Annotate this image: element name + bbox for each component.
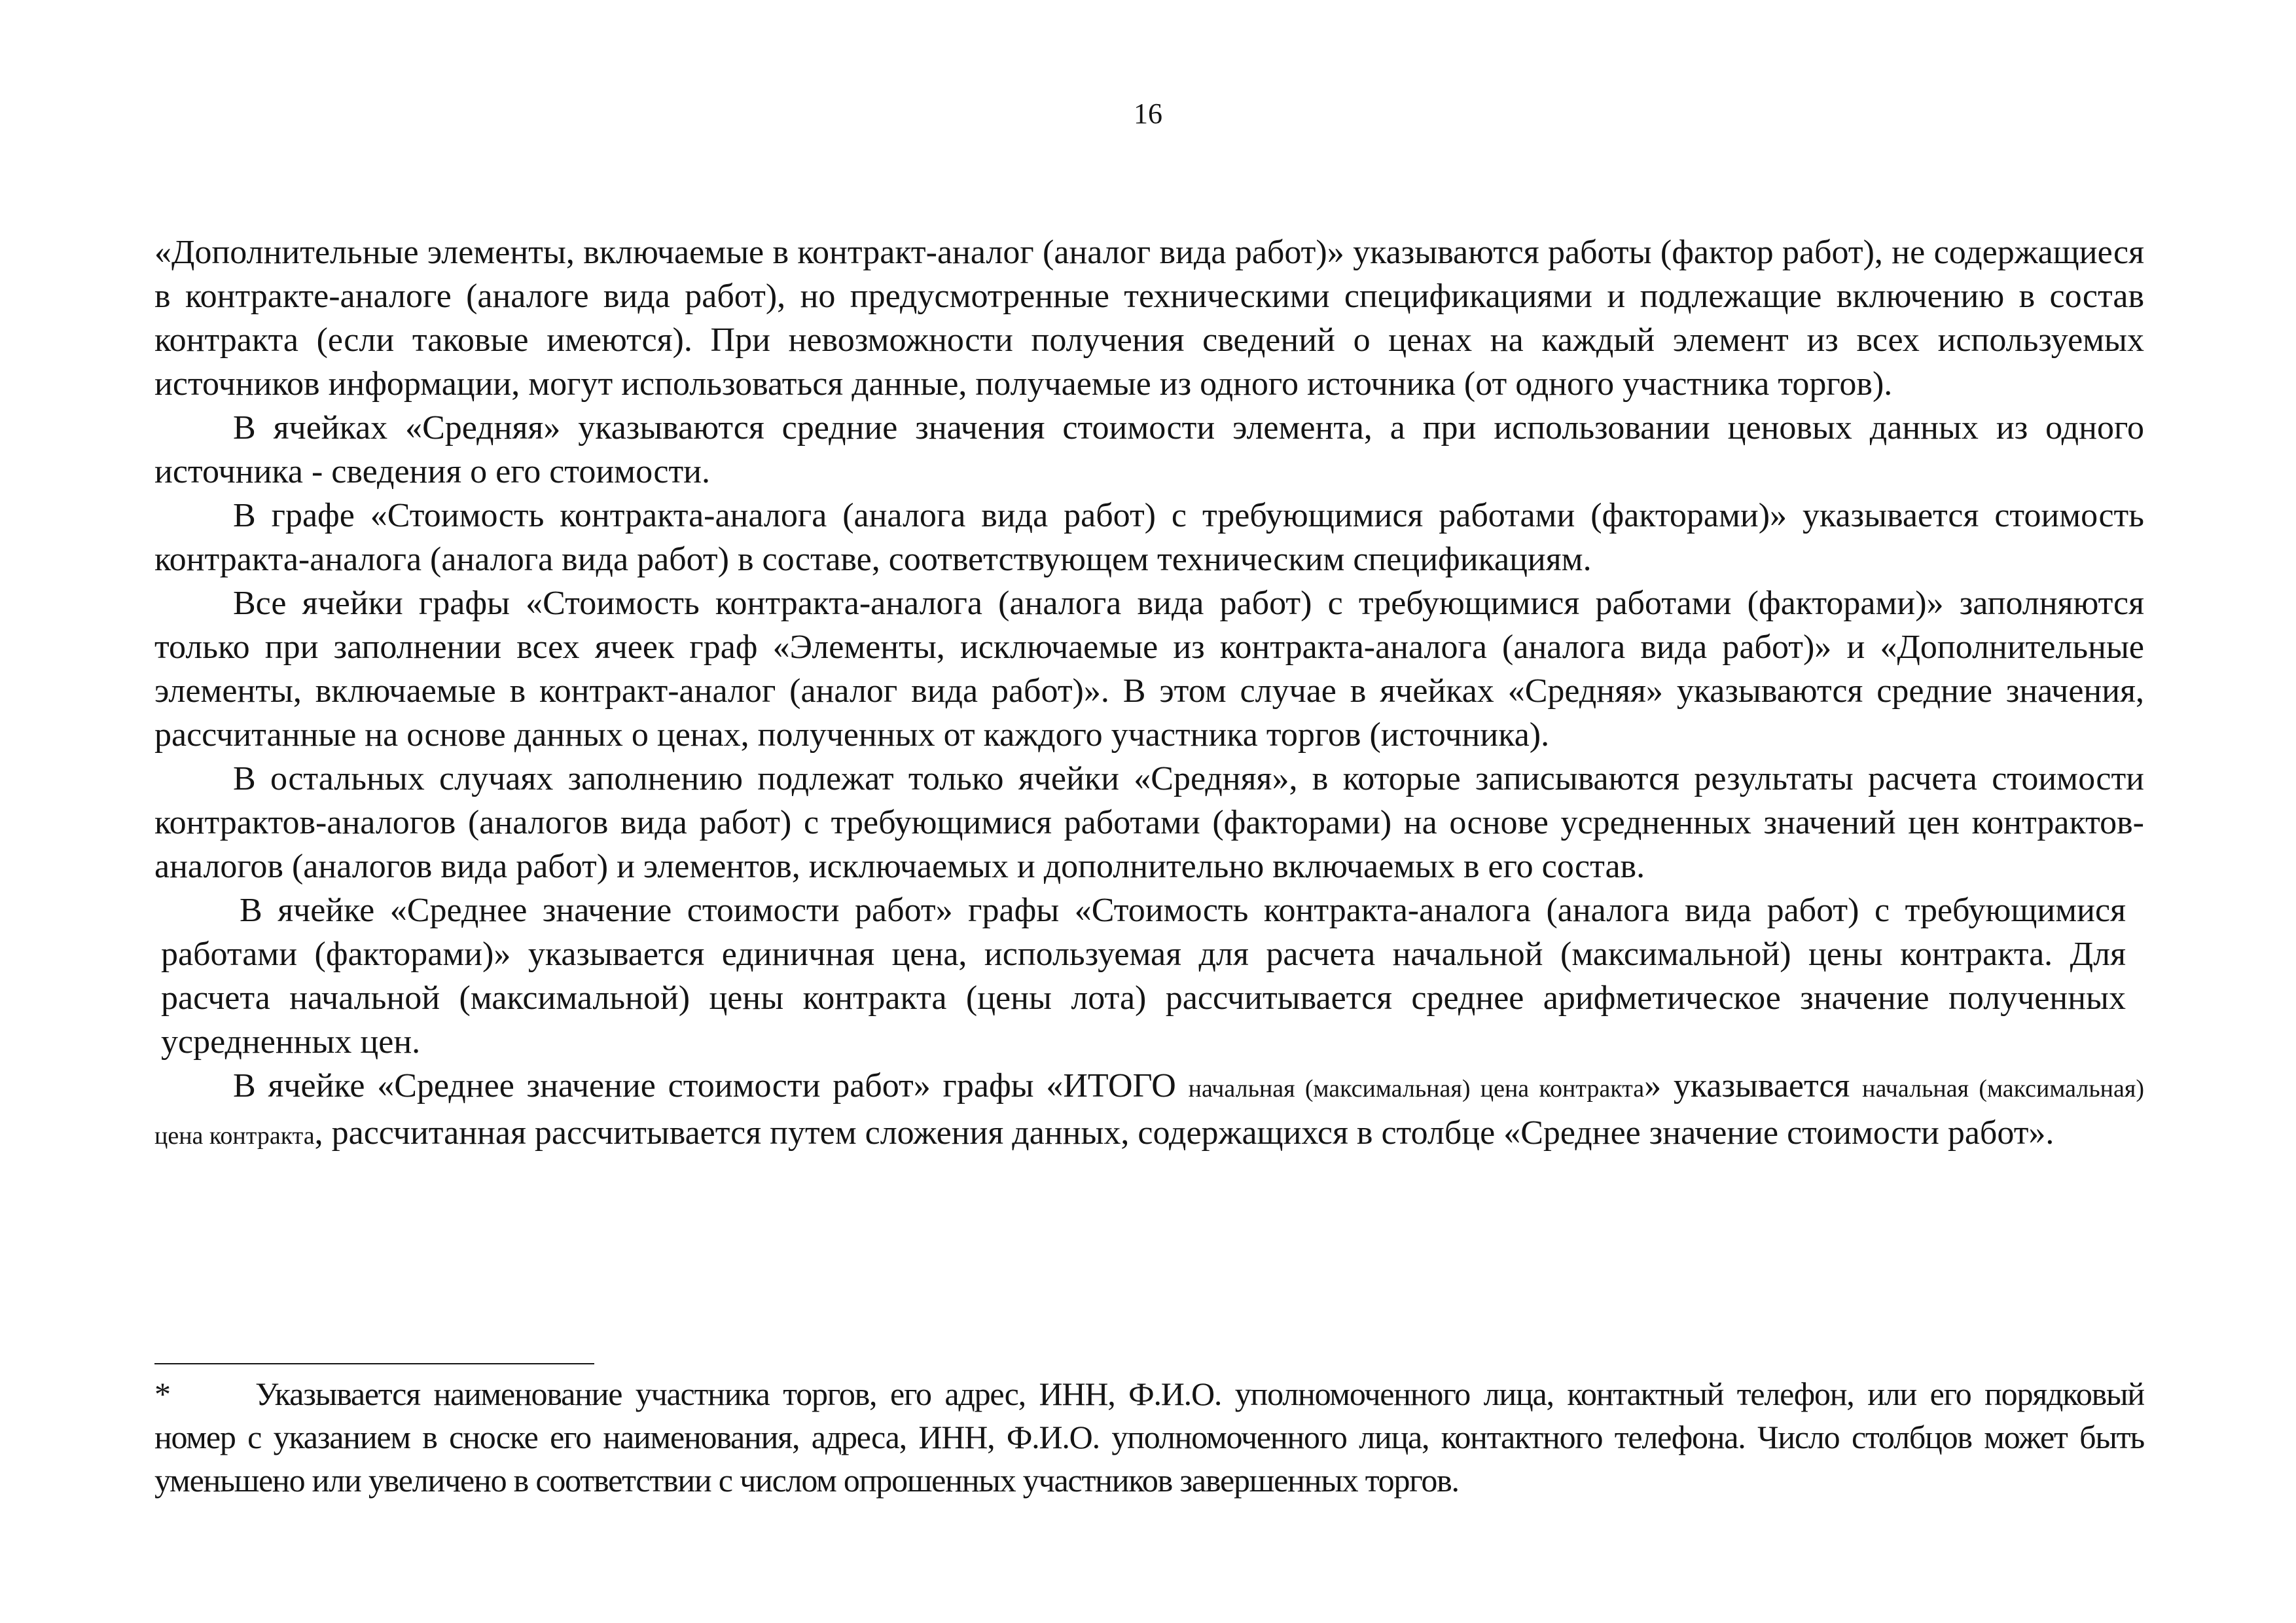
total-text-part1: В ячейке «Среднее значение стоимости работ» графы «ИТОГО: [233, 1067, 1189, 1104]
paragraph-other-cases: В остальных случаях заполнению подлежат только ячейки «Средняя», в которые записываются результаты расчета стоимости контрактов-аналогов (аналогов вида работ) с требующимися работами (факторами) на основе усредненных значений цен контрактов-аналогов (аналогов вида работ) и элементов, исключаемых и дополнительно включаемых в его состав.: [154, 760, 2144, 885]
paragraph-additional-elements: «Дополнительные элементы, включаемые в контракт-аналог (аналог вида работ)» указываются работы (фактор работ), не содержащиеся в контракте-аналоге (аналоге вида работ), но предусмотренные техническими спецификациями и подлежащие включению в состав контракта (если таковые имеются). При невозможности получения сведений о ценах на каждый элемент из всех используемых источников информации, могут использоваться данные, получаемые из одного источника (от одного участника торгов).: [154, 234, 2144, 403]
footnote-separator: [154, 1363, 594, 1364]
footnote-mark: *: [154, 1376, 170, 1412]
total-text-small1: начальная (максимальная) цена контракта: [1188, 1075, 1645, 1103]
paragraph-average-cells: В ячейках «Средняя» указываются средние значения стоимости элемента, а при использовании ценовых данных из одного источника - сведения о его стоимости.: [154, 409, 2144, 490]
total-text-part2: » указывается: [1644, 1067, 1863, 1104]
body-text: [154, 230, 2144, 1158]
paragraph-average-work-cost: В ячейке «Среднее значение стоимости работ» графы «Стоимость контракта-аналога (аналога вида работ) с требующимися работами (факторами)» указывается единичная цена, используемая для расчета начальной (максимальной) цены контракта. Для расчета начальной (максимальной) цены контракта (цены лота) рассчитывается среднее арифметическое значение полученных усредненных цен.: [161, 892, 2126, 1061]
paragraph-contract-cost-column: В графе «Стоимость контракта-аналога (аналога вида работ) с требующимися работами (факторами)» указывается стоимость контракта-аналога (аналога вида работ) в составе, соответствующем техническим спецификациям.: [154, 497, 2144, 578]
total-text-part3: , рассчитанная рассчитывается путем сложения данных, содержащихся в столбце «Среднее значение стоимости работ».: [314, 1114, 2054, 1152]
page-number: 16: [1134, 98, 1162, 130]
footnote: [154, 1372, 2144, 1502]
paragraph-total: [154, 1064, 2144, 1158]
total-text-small2: начальная (максимальная) цена контракта: [154, 1075, 2145, 1150]
footnote-text: Указывается наименование участника торгов, его адрес, ИНН, Ф.И.О. уполномоченного лица, контактный телефон, или его порядковый номер с указанием в сноске его наименования, адреса, ИНН, Ф.И.О. уполномоченного лица, контактного телефона. Число столбцов может быть уменьшено или увеличено в соответствии с числом опрошенных участников завершенных торгов.: [154, 1376, 2144, 1499]
paragraph-all-cells: Все ячейки графы «Стоимость контракта-аналога (аналога вида работ) с требующимися работами (факторами)» заполняются только при заполнении всех ячеек граф «Элементы, исключаемые из контракта-аналога (аналога вида работ)» и «Дополнительные элементы, включаемые в контракт-аналог (аналог вида работ)». В этом случае в ячейках «Средняя» указываются средние значения, рассчитанные на основе данных о ценах, полученных от каждого участника торгов (источника).: [154, 585, 2144, 754]
